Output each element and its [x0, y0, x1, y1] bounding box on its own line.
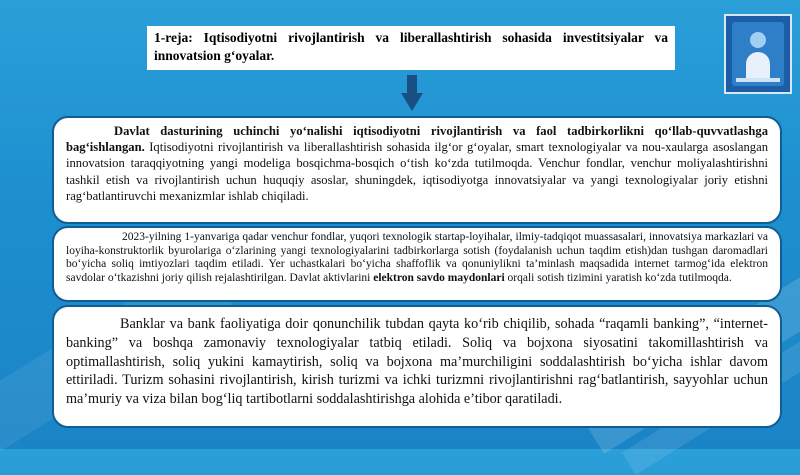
para1-bold-text: Davlat dasturining uchinchi yo‘nalishi iqtisodiyotni rivojlantirish va faol tadbirkorlikni qo‘llab-quvvatlashga bag‘ishlangan. — [66, 124, 768, 155]
content-box-banking — [52, 305, 782, 428]
logo-emblem — [732, 22, 784, 86]
slide-title — [147, 26, 675, 70]
logo-emblem-circle — [750, 32, 766, 48]
down-arrow-icon — [401, 75, 423, 111]
university-logo-icon — [724, 14, 792, 94]
slide-title-text: 1-reja: Iqtisodiyotni rivojlantirish va liberallashtirish sohasida investitsiyalar va innovatsion g‘oyalar. — [154, 30, 668, 63]
para2-text: 2023-yilning 1-yanvariga qadar venchur fondlar, yuqori texnologik startap-loyihalar, ilmiy-tadqiqot muassasalari, innovatsiya markazlari va loyiha-konstruktorlik byurolariga o‘zlarining yangi texnologiyalarini tadbirkorlarga sotish (foydalanish uchun taqdim etish)dan tushgan daromadlari bo‘yicha soliq imtiyozlari taqdim etiladi. Yer uchastkalari bo‘yicha shaffoflik va qonuniylikni ta’minlash maqsadida internet tarmog‘ida elektron savdolar o‘tkazishni joriy qilish rejalashtirilgan. Davlat aktivlarini — [66, 231, 768, 284]
para3-text: Banklar va bank faoliyatiga doir qonunchilik tubdan qayta ko‘rib chiqilib, sohada “raqamli banking”, “internet-banking” va boshqa zamonaviy texnologiyalar tatbiq etiladi. Soliq va bojxona siyosatini takomillashtirish va optimallashtirish, soliq yukini kamaytirish, soliq va bojxona ma’murchiligini soddalashtirish bo‘yicha ishlar davom ettiriladi. Turizm sohasini rivojlantirish, kirish turizmi va ichki turizmni rivojlantirishni rag‘batlantirish, sayyohlar uchun ma’muriy va viza bilan bog‘liq tartibotlarni soddalashtirishga alohida e’tibor qaratiladi. — [66, 316, 768, 408]
logo-emblem-arch — [746, 52, 770, 78]
para2-end-text: orqali sotish tizimini yaratish ko‘zda tutilmoqda. — [504, 271, 732, 284]
para2-bold-text: elektron savdo maydonlari — [373, 271, 505, 284]
content-box-tax-benefits — [52, 226, 782, 302]
logo-emblem-bar — [736, 78, 780, 82]
content-box-economy — [52, 116, 782, 224]
para1-text: Iqtisodiyotni rivojlantirish va liberallashtirish sohasida ilg‘or g‘oyalar, smart texnologiyalar va nou-xaularga asoslangan innovatsion taraqqiyotning yangi modeliga bosqichma-bosqich o‘tish ko‘zda tutilmoqda. Venchur fondlar, venchur moliyalashtirishni tashkil etish va rivojlantirish uchun huquqiy asoslar, shuningdek, iqtisodiyotga innovatsiyalar va yangi texnologiyalar joriy etishni rag‘batlantiruvchi mexanizmlar ishlab chiqiladi. — [66, 140, 768, 203]
